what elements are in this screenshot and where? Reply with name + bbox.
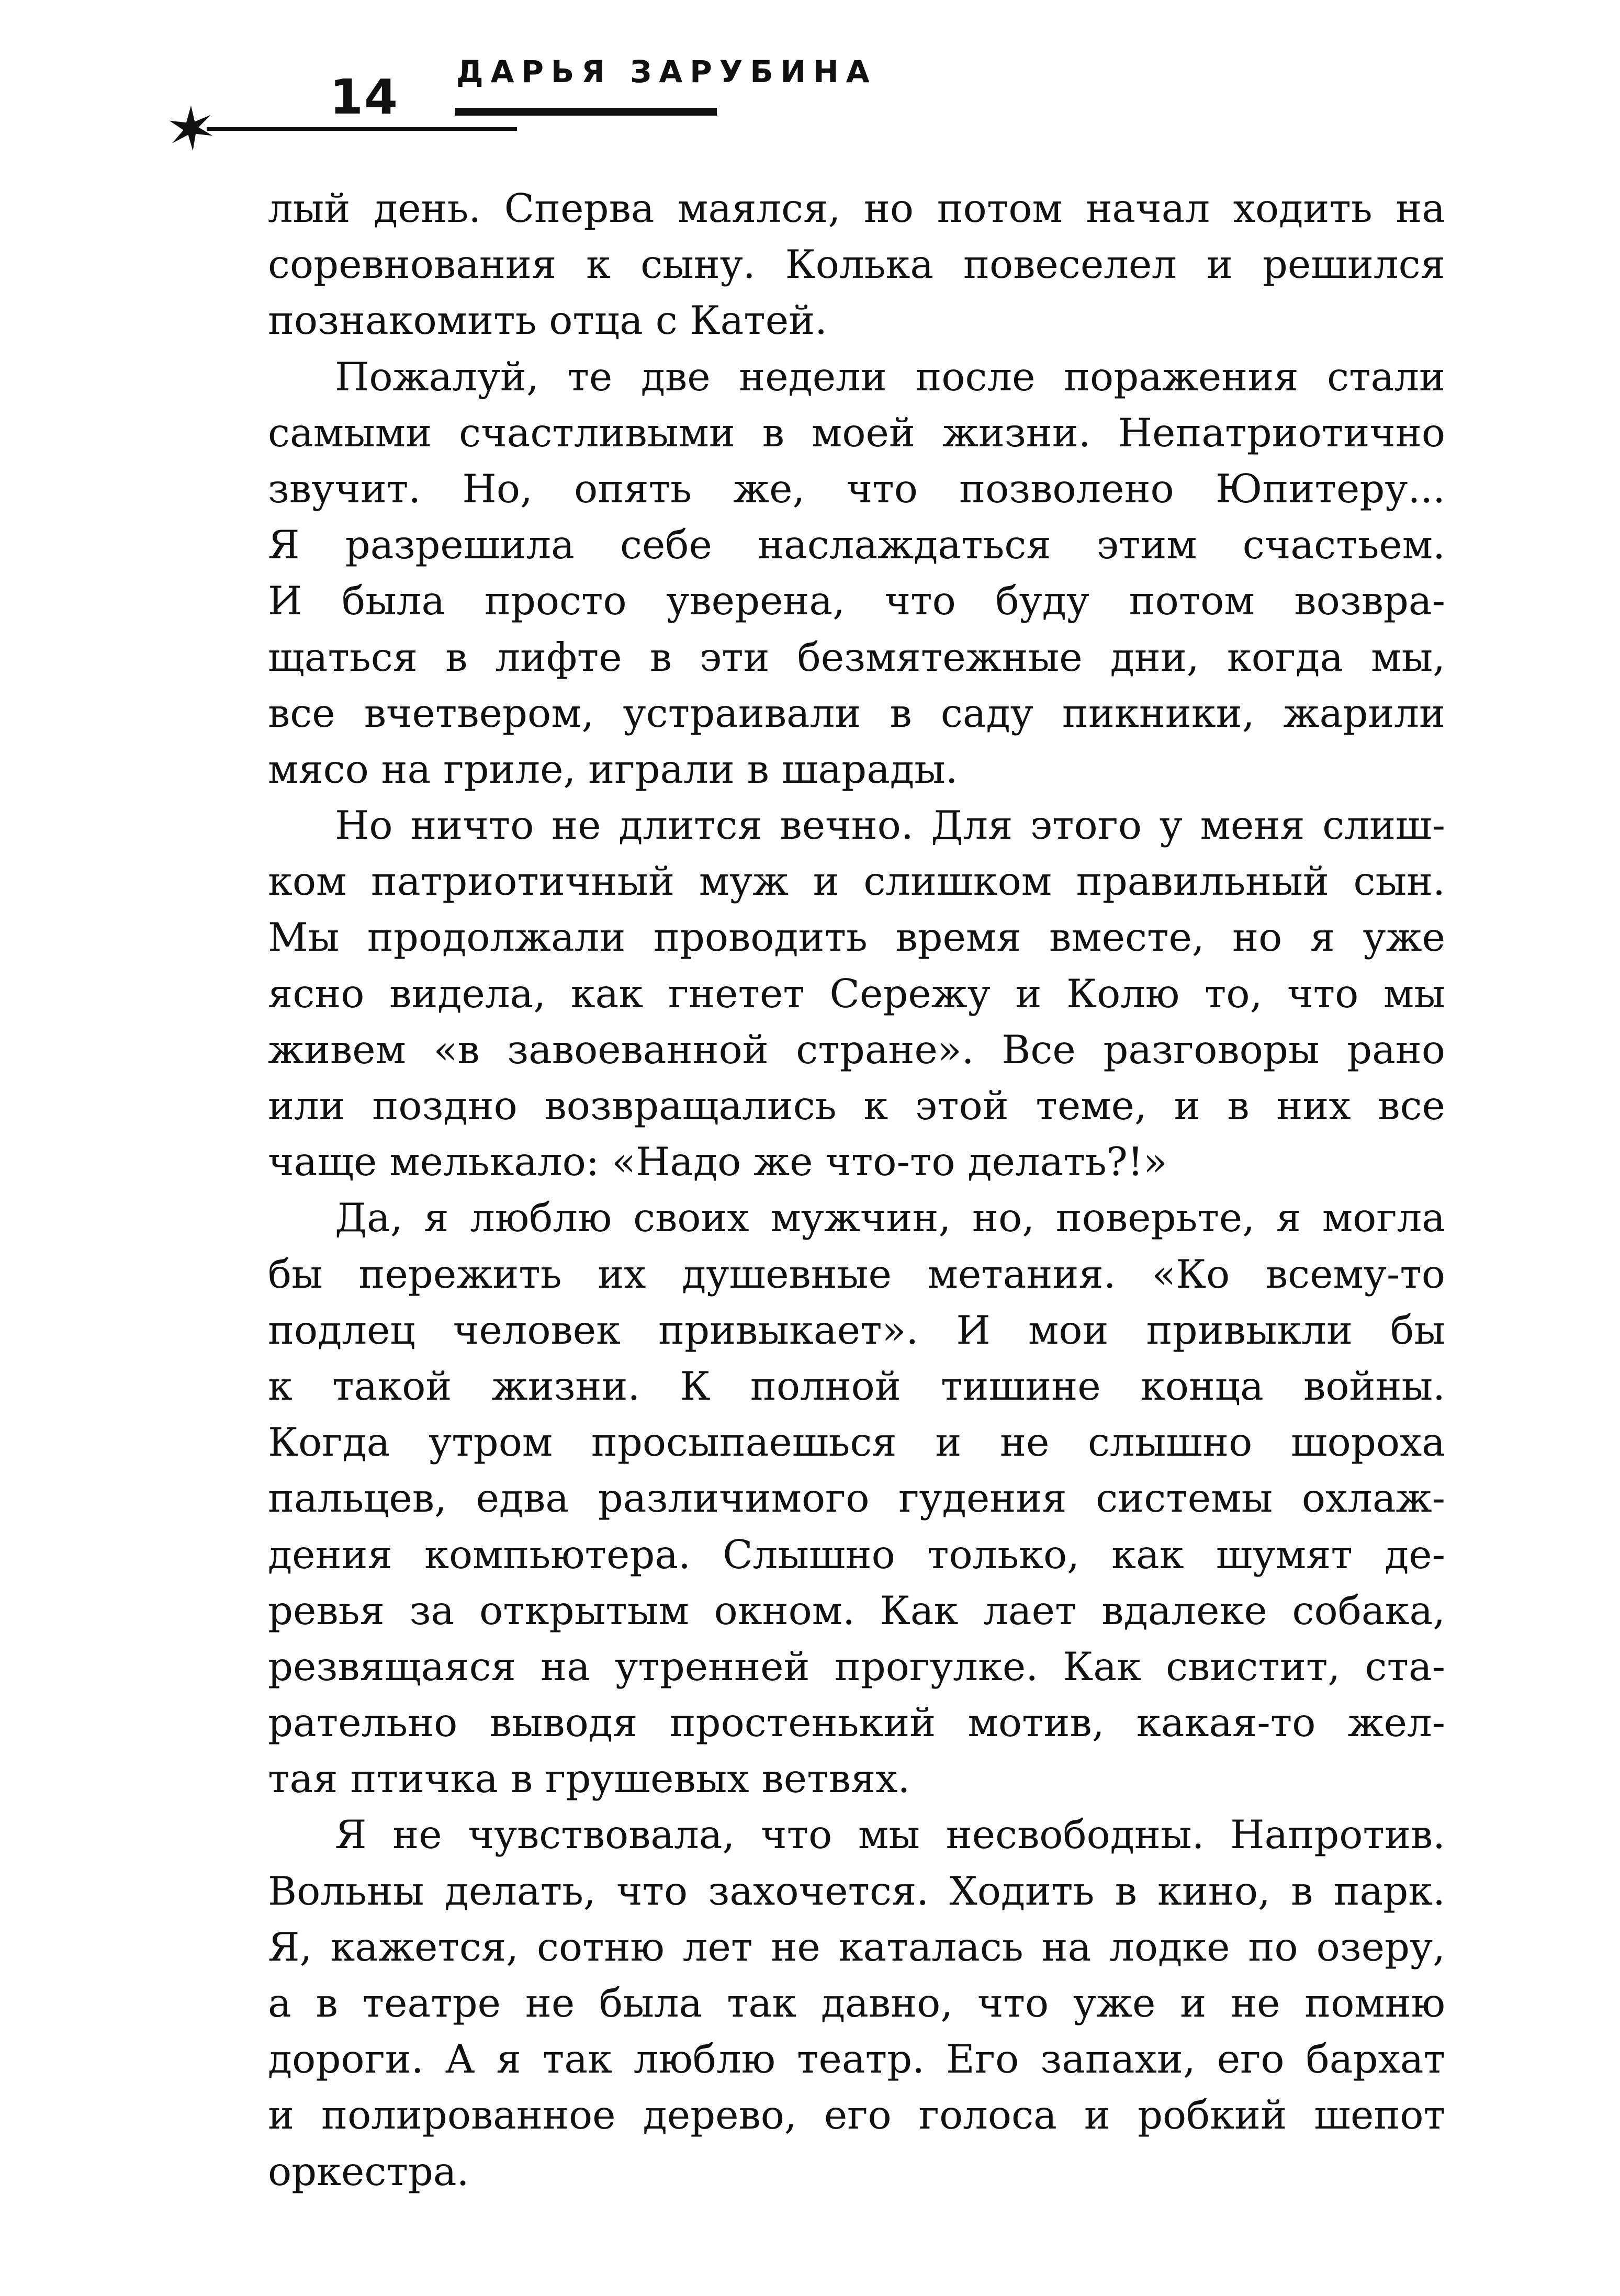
- text-line: познакомить отца с Катей.: [268, 297, 828, 344]
- paragraph: [268, 797, 1445, 1190]
- text-line: тая птичка в грушевых ветвях.: [268, 1755, 910, 1802]
- text-line: к такой жизни. К полной тишине конца войны.: [268, 1363, 1445, 1409]
- text-line: дороги. А я так люблю театр. Его запахи, его бархат: [268, 2036, 1445, 2083]
- text-line: Я не чувствовала, что мы несвободны. Напротив.: [335, 1811, 1445, 1858]
- text-line: чаще мелькало: «Надо же что-то делать?!»: [268, 1139, 1167, 1185]
- text-line: живем «в завоеванной стране». Все разговоры рано: [268, 1026, 1445, 1073]
- text-line: Я разрешила себе наслаждаться этим счастьем.: [268, 522, 1445, 568]
- text-line: ясно видела, как гнетет Сережу и Колю то, что мы: [268, 970, 1445, 1017]
- header-rule-left: [207, 127, 517, 131]
- paragraph: [268, 349, 1445, 798]
- text-line: рательно выводя простенький мотив, какая-то жел-: [268, 1700, 1445, 1746]
- text-line: пальцев, едва различимого гудения системы охлаж-: [268, 1475, 1445, 1522]
- text-line: Вольны делать, что захочется. Ходить в кино, в парк.: [268, 1867, 1445, 1914]
- text-line: а в театре не была так давно, что уже и не помню: [268, 1980, 1445, 2026]
- text-line: и полированное дерево, его голоса и робкий шепот: [268, 2092, 1445, 2139]
- text-line: бы пережить их душевные метания. «Ко всему-то: [268, 1251, 1445, 1297]
- page-header: [0, 0, 1620, 157]
- body-text: [268, 181, 1445, 2200]
- text-line: Когда утром просыпаешься и не слышно шороха: [268, 1419, 1445, 1466]
- text-line: оркестра.: [268, 2148, 469, 2194]
- text-line: щаться в лифте в эти безмятежные дни, когда мы,: [268, 634, 1445, 680]
- text-line: лый день. Сперва маялся, но потом начал ходить на: [268, 185, 1445, 231]
- text-line: дения компьютера. Слышно только, как шумят де-: [268, 1531, 1445, 1578]
- text-line: резвящаяся на утренней прогулке. Как свистит, ста-: [268, 1643, 1445, 1690]
- text-line: все вчетвером, устраивали в саду пикники, жарили: [268, 690, 1445, 736]
- paragraph: [268, 1807, 1445, 2199]
- text-line: мясо на гриле, играли в шарады.: [268, 746, 958, 792]
- paragraph: [268, 181, 1445, 349]
- header-rule-right: [455, 108, 717, 116]
- text-line: ревья за открытым окном. Как лает вдалеке собака,: [268, 1587, 1445, 1634]
- text-line: звучит. Но, опять же, что позволено Юпитеру...: [268, 465, 1445, 512]
- text-line: Я, кажется, сотню лет не каталась на лодке по озеру,: [268, 1923, 1445, 1970]
- text-line: И была просто уверена, что буду потом возвра-: [268, 578, 1445, 624]
- text-line: Да, я люблю своих мужчин, но, поверьте, я могла: [335, 1195, 1445, 1241]
- text-line: самыми счастливыми в моей жизни. Непатриотично: [268, 409, 1445, 456]
- text-line: подлец человек привыкает». И мои привыкли бы: [268, 1307, 1445, 1353]
- page-number: 14: [330, 69, 399, 125]
- paragraph: [268, 1190, 1445, 1807]
- text-line: ком патриотичный муж и слишком правильный сын.: [268, 858, 1445, 905]
- text-line: Но ничто не длится вечно. Для этого у меня слиш-: [335, 802, 1445, 849]
- text-line: соревнования к сыну. Колька повеселел и решился: [268, 241, 1445, 288]
- text-line: Мы продолжали проводить время вместе, но я уже: [268, 914, 1445, 961]
- text-line: Пожалуй, те две недели после поражения стали: [335, 353, 1445, 400]
- text-line: или поздно возвращались к этой теме, и в них все: [268, 1083, 1445, 1129]
- running-title: ДАРЬЯ ЗАРУБИНА: [456, 54, 877, 89]
